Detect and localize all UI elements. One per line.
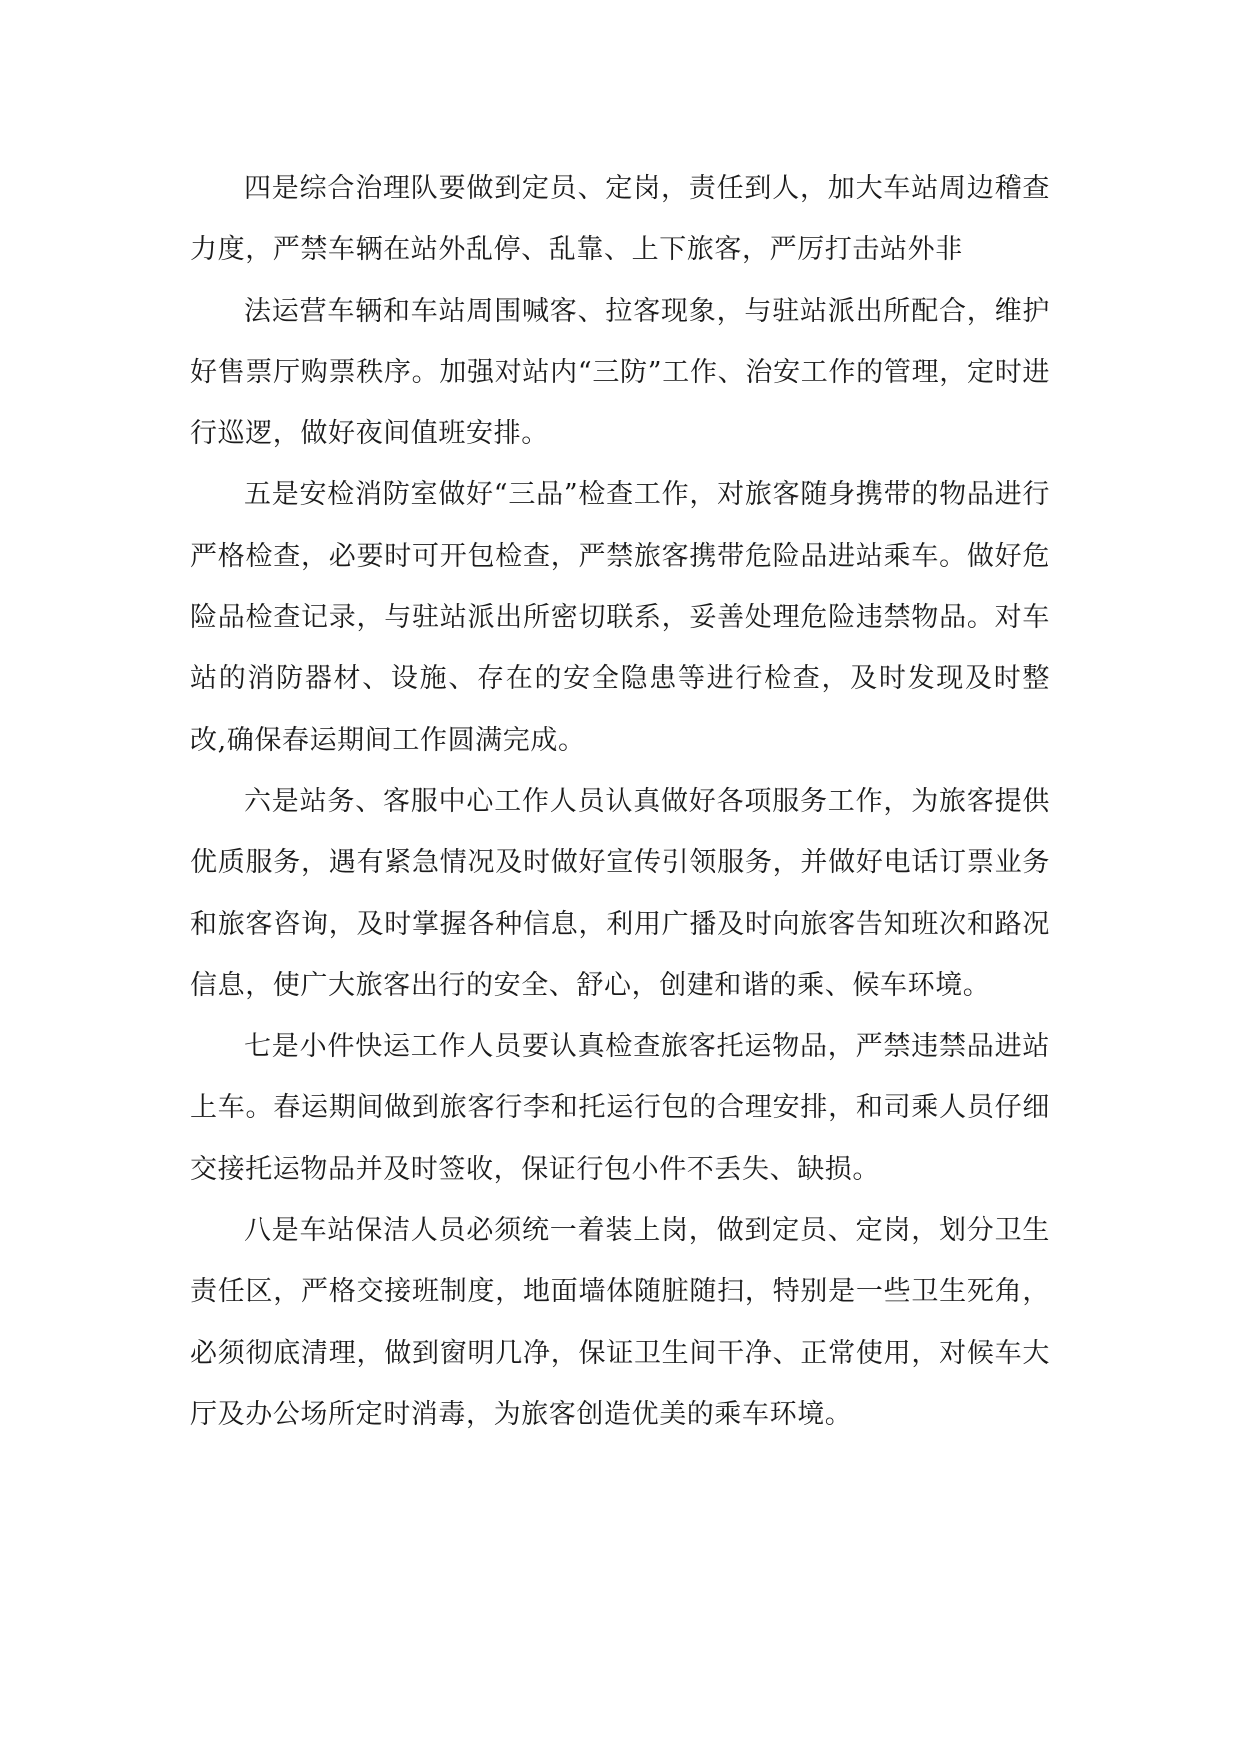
- paragraph-five: 五是安检消防室做好“三品”检查工作，对旅客随身携带的物品进行严格检查，必要时可开包检查，严禁旅客携带危险品进站乘车。做好危险品检查记录，与驻站派出所密切联系，妥善处理危险违禁物品。对车站的消防器材、设施、存在的安全隐患等进行检查，及时发现及时整改,确保春运期间工作圆满完成。: [190, 479, 1050, 756]
- paragraph-six: 六是站务、客服中心工作人员认真做好各项服务工作，为旅客提供优质服务，遇有紧急情况及时做好宣传引领服务，并做好电话订票业务和旅客咨询，及时掌握各种信息，利用广播及时向旅客告知班次和路况信息，使广大旅客出行的安全、舒心，创建和谐的乘、候车环境。: [190, 785, 1050, 1001]
- paragraph-four-continued: 法运营车辆和车站周围喊客、拉客现象，与驻站派出所配合，维护好售票厅购票秩序。加强对站内“三防”工作、治安工作的管理，定时进行巡逻，做好夜间值班安排。: [190, 295, 1050, 450]
- document-body: [190, 158, 1050, 1445]
- paragraph-seven: 七是小件快运工作人员要认真检查旅客托运物品，严禁违禁品进站上车。春运期间做到旅客行李和托运行包的合理安排，和司乘人员仔细交接托运物品并及时签收，保证行包小件不丢失、缺损。: [190, 1031, 1050, 1185]
- paragraph-four: 四是综合治理队要做到定员、定岗，责任到人，加大车站周边稽查力度，严禁车辆在站外乱停、乱靠、上下旅客，严厉打击站外非: [190, 173, 1050, 266]
- paragraph-eight: 八是车站保洁人员必须统一着装上岗，做到定员、定岗，划分卫生责任区，严格交接班制度，地面墙体随脏随扫，特别是一些卫生死角，必须彻底清理，做到窗明几净，保证卫生间干净、正常使用，对候车大厅及办公场所定时消毒，为旅客创造优美的乘车环境。: [190, 1215, 1050, 1430]
